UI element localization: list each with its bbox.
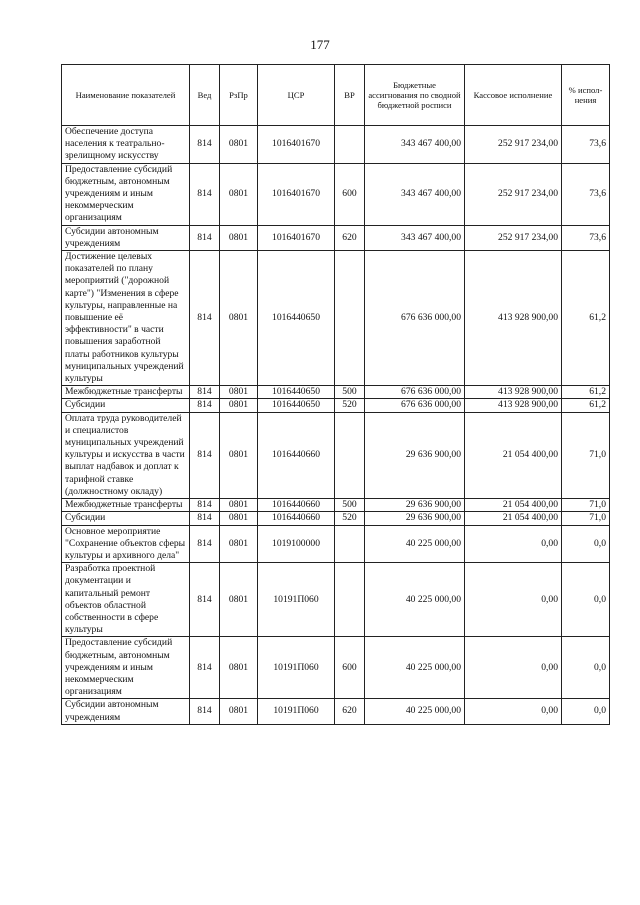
cell-name: Предоставление субсидий бюджетным, автономным учреждениям и иным некоммерческим организациям [62,163,190,225]
cell-cash: 0,00 [465,699,562,724]
cell-pct: 71,0 [562,512,610,525]
cell-cash: 413 928 900,00 [465,386,562,399]
cell-vr [335,126,365,164]
cell-name: Достижение целевых показателей по плану мероприятий ("дорожной карте") "Изменения в сфере культуры, направленные на повышение её эффективности" в части повышения заработной платы работников культуры муниципальных учреждений культуры [62,251,190,386]
cell-budget: 29 636 900,00 [365,512,465,525]
cell-pct: 0,0 [562,699,610,724]
cell-ved: 814 [190,699,220,724]
cell-csr: 1016401670 [258,225,335,250]
cell-rzpr: 0801 [220,225,258,250]
cell-name: Межбюджетные трансферты [62,386,190,399]
cell-name: Обеспечение доступа населения к театрально-зрелищному искусству [62,126,190,164]
cell-csr: 1016401670 [258,126,335,164]
cell-budget: 40 225 000,00 [365,637,465,699]
cell-vr [335,563,365,637]
cell-vr: 500 [335,386,365,399]
table-header-row [62,65,610,126]
cell-pct: 0,0 [562,563,610,637]
cell-name: Предоставление субсидий бюджетным, автономным учреждениям и иным некоммерческим организациям [62,637,190,699]
cell-rzpr: 0801 [220,386,258,399]
cell-cash: 0,00 [465,637,562,699]
cell-ved: 814 [190,386,220,399]
cell-pct: 73,6 [562,225,610,250]
cell-cash: 0,00 [465,563,562,637]
header-vr: ВР [335,65,365,126]
cell-vr: 620 [335,699,365,724]
cell-vr: 520 [335,512,365,525]
cell-rzpr: 0801 [220,126,258,164]
cell-csr: 1016440660 [258,412,335,498]
table-row [62,512,610,525]
cell-name: Субсидии [62,399,190,412]
cell-rzpr: 0801 [220,163,258,225]
cell-csr: 10191П060 [258,563,335,637]
table-row [62,251,610,386]
cell-rzpr: 0801 [220,399,258,412]
cell-cash: 0,00 [465,525,562,563]
cell-budget: 29 636 900,00 [365,499,465,512]
cell-csr: 1016401670 [258,163,335,225]
cell-budget: 343 467 400,00 [365,126,465,164]
cell-pct: 61,2 [562,386,610,399]
cell-budget: 676 636 000,00 [365,386,465,399]
cell-rzpr: 0801 [220,637,258,699]
cell-ved: 814 [190,525,220,563]
table-row [62,399,610,412]
page-number: 177 [310,37,330,52]
cell-cash: 252 917 234,00 [465,126,562,164]
table-row [62,163,610,225]
cell-cash: 252 917 234,00 [465,225,562,250]
cell-pct: 0,0 [562,637,610,699]
cell-csr: 1016440650 [258,251,335,386]
cell-csr: 1019100000 [258,525,335,563]
cell-csr: 1016440650 [258,399,335,412]
cell-budget: 29 636 900,00 [365,412,465,498]
cell-csr: 10191П060 [258,699,335,724]
cell-name: Межбюджетные трансферты [62,499,190,512]
table-row [62,126,610,164]
cell-ved: 814 [190,399,220,412]
cell-vr: 620 [335,225,365,250]
cell-ved: 814 [190,499,220,512]
cell-csr: 1016440660 [258,499,335,512]
cell-budget: 40 225 000,00 [365,563,465,637]
table-body [62,126,610,725]
cell-vr [335,251,365,386]
cell-rzpr: 0801 [220,412,258,498]
table-row [62,225,610,250]
cell-rzpr: 0801 [220,512,258,525]
cell-rzpr: 0801 [220,563,258,637]
table-row [62,412,610,498]
header-ved: Вед [190,65,220,126]
table-row [62,699,610,724]
budget-execution-table [61,64,610,725]
header-pct: % испол-нения [562,65,610,126]
cell-ved: 814 [190,637,220,699]
table-row [62,563,610,637]
cell-cash: 21 054 400,00 [465,512,562,525]
cell-pct: 71,0 [562,412,610,498]
cell-ved: 814 [190,563,220,637]
cell-cash: 413 928 900,00 [465,251,562,386]
table-row [62,637,610,699]
header-rzpr: РзПр [220,65,258,126]
cell-name: Оплата труда руководителей и специалистов муниципальных учреждений культуры и искусства в части выплат надбавок и доплат к тарифной ставке (должностному окладу) [62,412,190,498]
cell-ved: 814 [190,163,220,225]
cell-cash: 21 054 400,00 [465,412,562,498]
cell-pct: 73,6 [562,126,610,164]
cell-cash: 413 928 900,00 [465,399,562,412]
cell-rzpr: 0801 [220,499,258,512]
table-row [62,386,610,399]
cell-vr [335,412,365,498]
cell-vr: 600 [335,163,365,225]
table-row [62,499,610,512]
cell-budget: 40 225 000,00 [365,525,465,563]
cell-rzpr: 0801 [220,251,258,386]
cell-pct: 0,0 [562,525,610,563]
cell-budget: 40 225 000,00 [365,699,465,724]
cell-name: Основное мероприятие "Сохранение объектов сферы культуры и архивного дела" [62,525,190,563]
cell-ved: 814 [190,251,220,386]
cell-name: Разработка проектной документации и капитальный ремонт объектов областной собственности в сфере культуры [62,563,190,637]
cell-pct: 73,6 [562,163,610,225]
cell-budget: 676 636 000,00 [365,399,465,412]
cell-pct: 71,0 [562,499,610,512]
cell-budget: 343 467 400,00 [365,225,465,250]
cell-vr [335,525,365,563]
header-cash: Кассовое исполнение [465,65,562,126]
cell-ved: 814 [190,225,220,250]
cell-ved: 814 [190,412,220,498]
table-row [62,525,610,563]
cell-vr: 520 [335,399,365,412]
cell-ved: 814 [190,126,220,164]
cell-csr: 1016440660 [258,512,335,525]
cell-vr: 600 [335,637,365,699]
cell-name: Субсидии [62,512,190,525]
cell-vr: 500 [335,499,365,512]
cell-budget: 676 636 000,00 [365,251,465,386]
cell-pct: 61,2 [562,251,610,386]
cell-rzpr: 0801 [220,699,258,724]
cell-ved: 814 [190,512,220,525]
cell-name: Субсидии автономным учреждениям [62,699,190,724]
header-csr: ЦСР [258,65,335,126]
cell-pct: 61,2 [562,399,610,412]
cell-budget: 343 467 400,00 [365,163,465,225]
cell-rzpr: 0801 [220,525,258,563]
cell-csr: 10191П060 [258,637,335,699]
cell-csr: 1016440650 [258,386,335,399]
cell-cash: 252 917 234,00 [465,163,562,225]
header-name: Наименование показателей [62,65,190,126]
cell-name: Субсидии автономным учреждениям [62,225,190,250]
header-budget: Бюджетные ассигнования по сводной бюджетной росписи [365,65,465,126]
cell-cash: 21 054 400,00 [465,499,562,512]
